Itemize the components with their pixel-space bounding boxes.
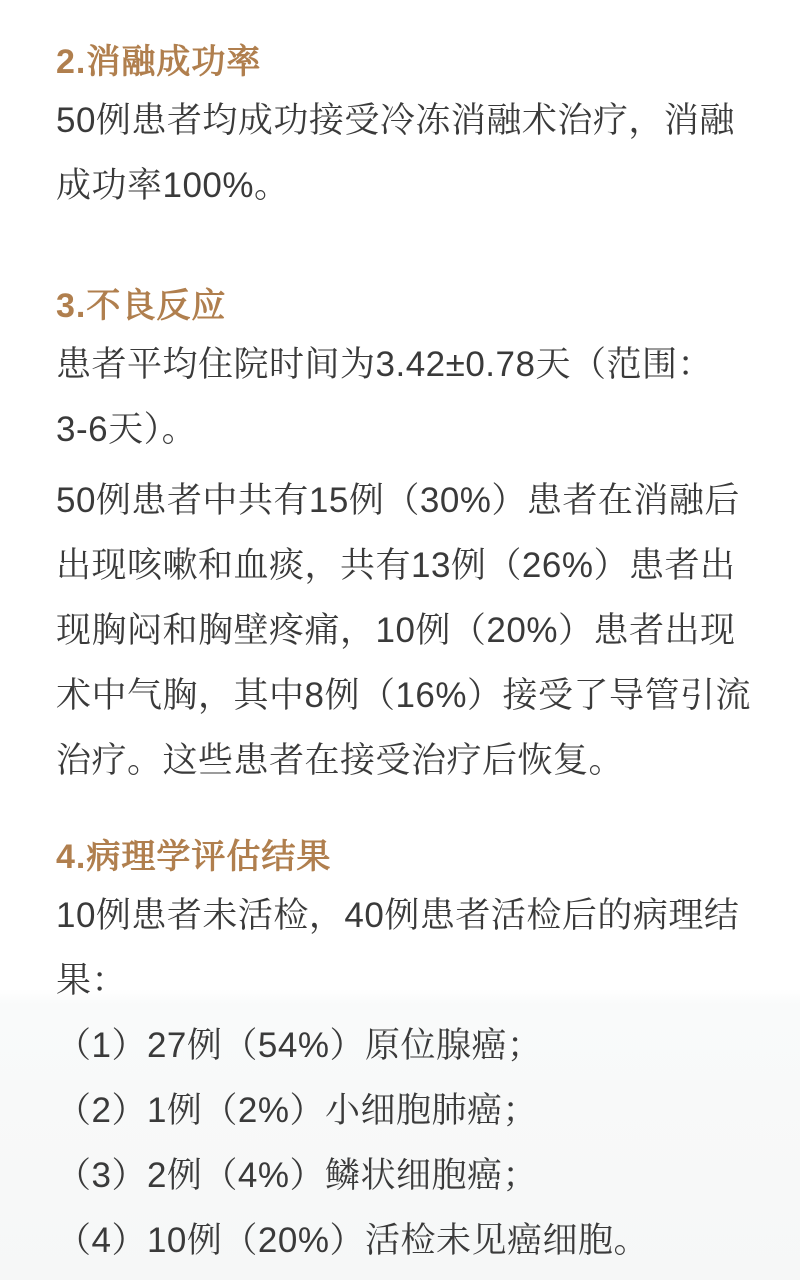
- paragraph: [56, 332, 744, 462]
- pathology-result-list: [56, 1013, 744, 1273]
- body-line: 果：: [56, 961, 128, 1000]
- list-item: （2）1例（2%）小细胞肺癌；: [56, 1091, 539, 1130]
- section-ablation-success-rate: [56, 40, 744, 218]
- section-heading-pathology-results: 4.病理学评估结果: [56, 838, 332, 876]
- body-line: 50例患者中共有15例（30%）患者在消融后: [56, 481, 740, 520]
- list-item: （4）10例（20%）活检未见癌细胞。: [56, 1221, 649, 1260]
- body-line: 患者平均住院时间为3.42±0.78天（范围：: [56, 345, 713, 384]
- body-line: 现胸闷和胸壁疼痛，10例（20%）患者出现: [56, 611, 736, 650]
- body-line: 术中气胸，其中8例（16%）接受了导管引流: [56, 676, 752, 715]
- body-line: 成功率100%。: [56, 166, 290, 205]
- section-pathology-results: [56, 835, 744, 1273]
- body-line: 50例患者均成功接受冷冻消融术治疗，消融: [56, 101, 735, 140]
- section-heading-adverse-reactions: 3.不良反应: [56, 287, 227, 325]
- list-item: （3）2例（4%）鳞状细胞癌；: [56, 1156, 539, 1195]
- section-heading-ablation-success-rate: 2.消融成功率: [56, 43, 262, 81]
- body-line: 出现咳嗽和血痰，共有13例（26%）患者出: [56, 546, 736, 585]
- list-item: （1）27例（54%）原位腺癌；: [56, 1026, 543, 1065]
- body-line: 3-6天）。: [56, 410, 198, 449]
- paragraph: [56, 883, 744, 1013]
- paragraph: [56, 468, 752, 793]
- paragraph: [56, 88, 744, 218]
- body-line: 10例患者未活检，40例患者活检后的病理结: [56, 896, 740, 935]
- body-line: 治疗。这些患者在接受治疗后恢复。: [56, 741, 625, 780]
- section-adverse-reactions: [56, 284, 752, 793]
